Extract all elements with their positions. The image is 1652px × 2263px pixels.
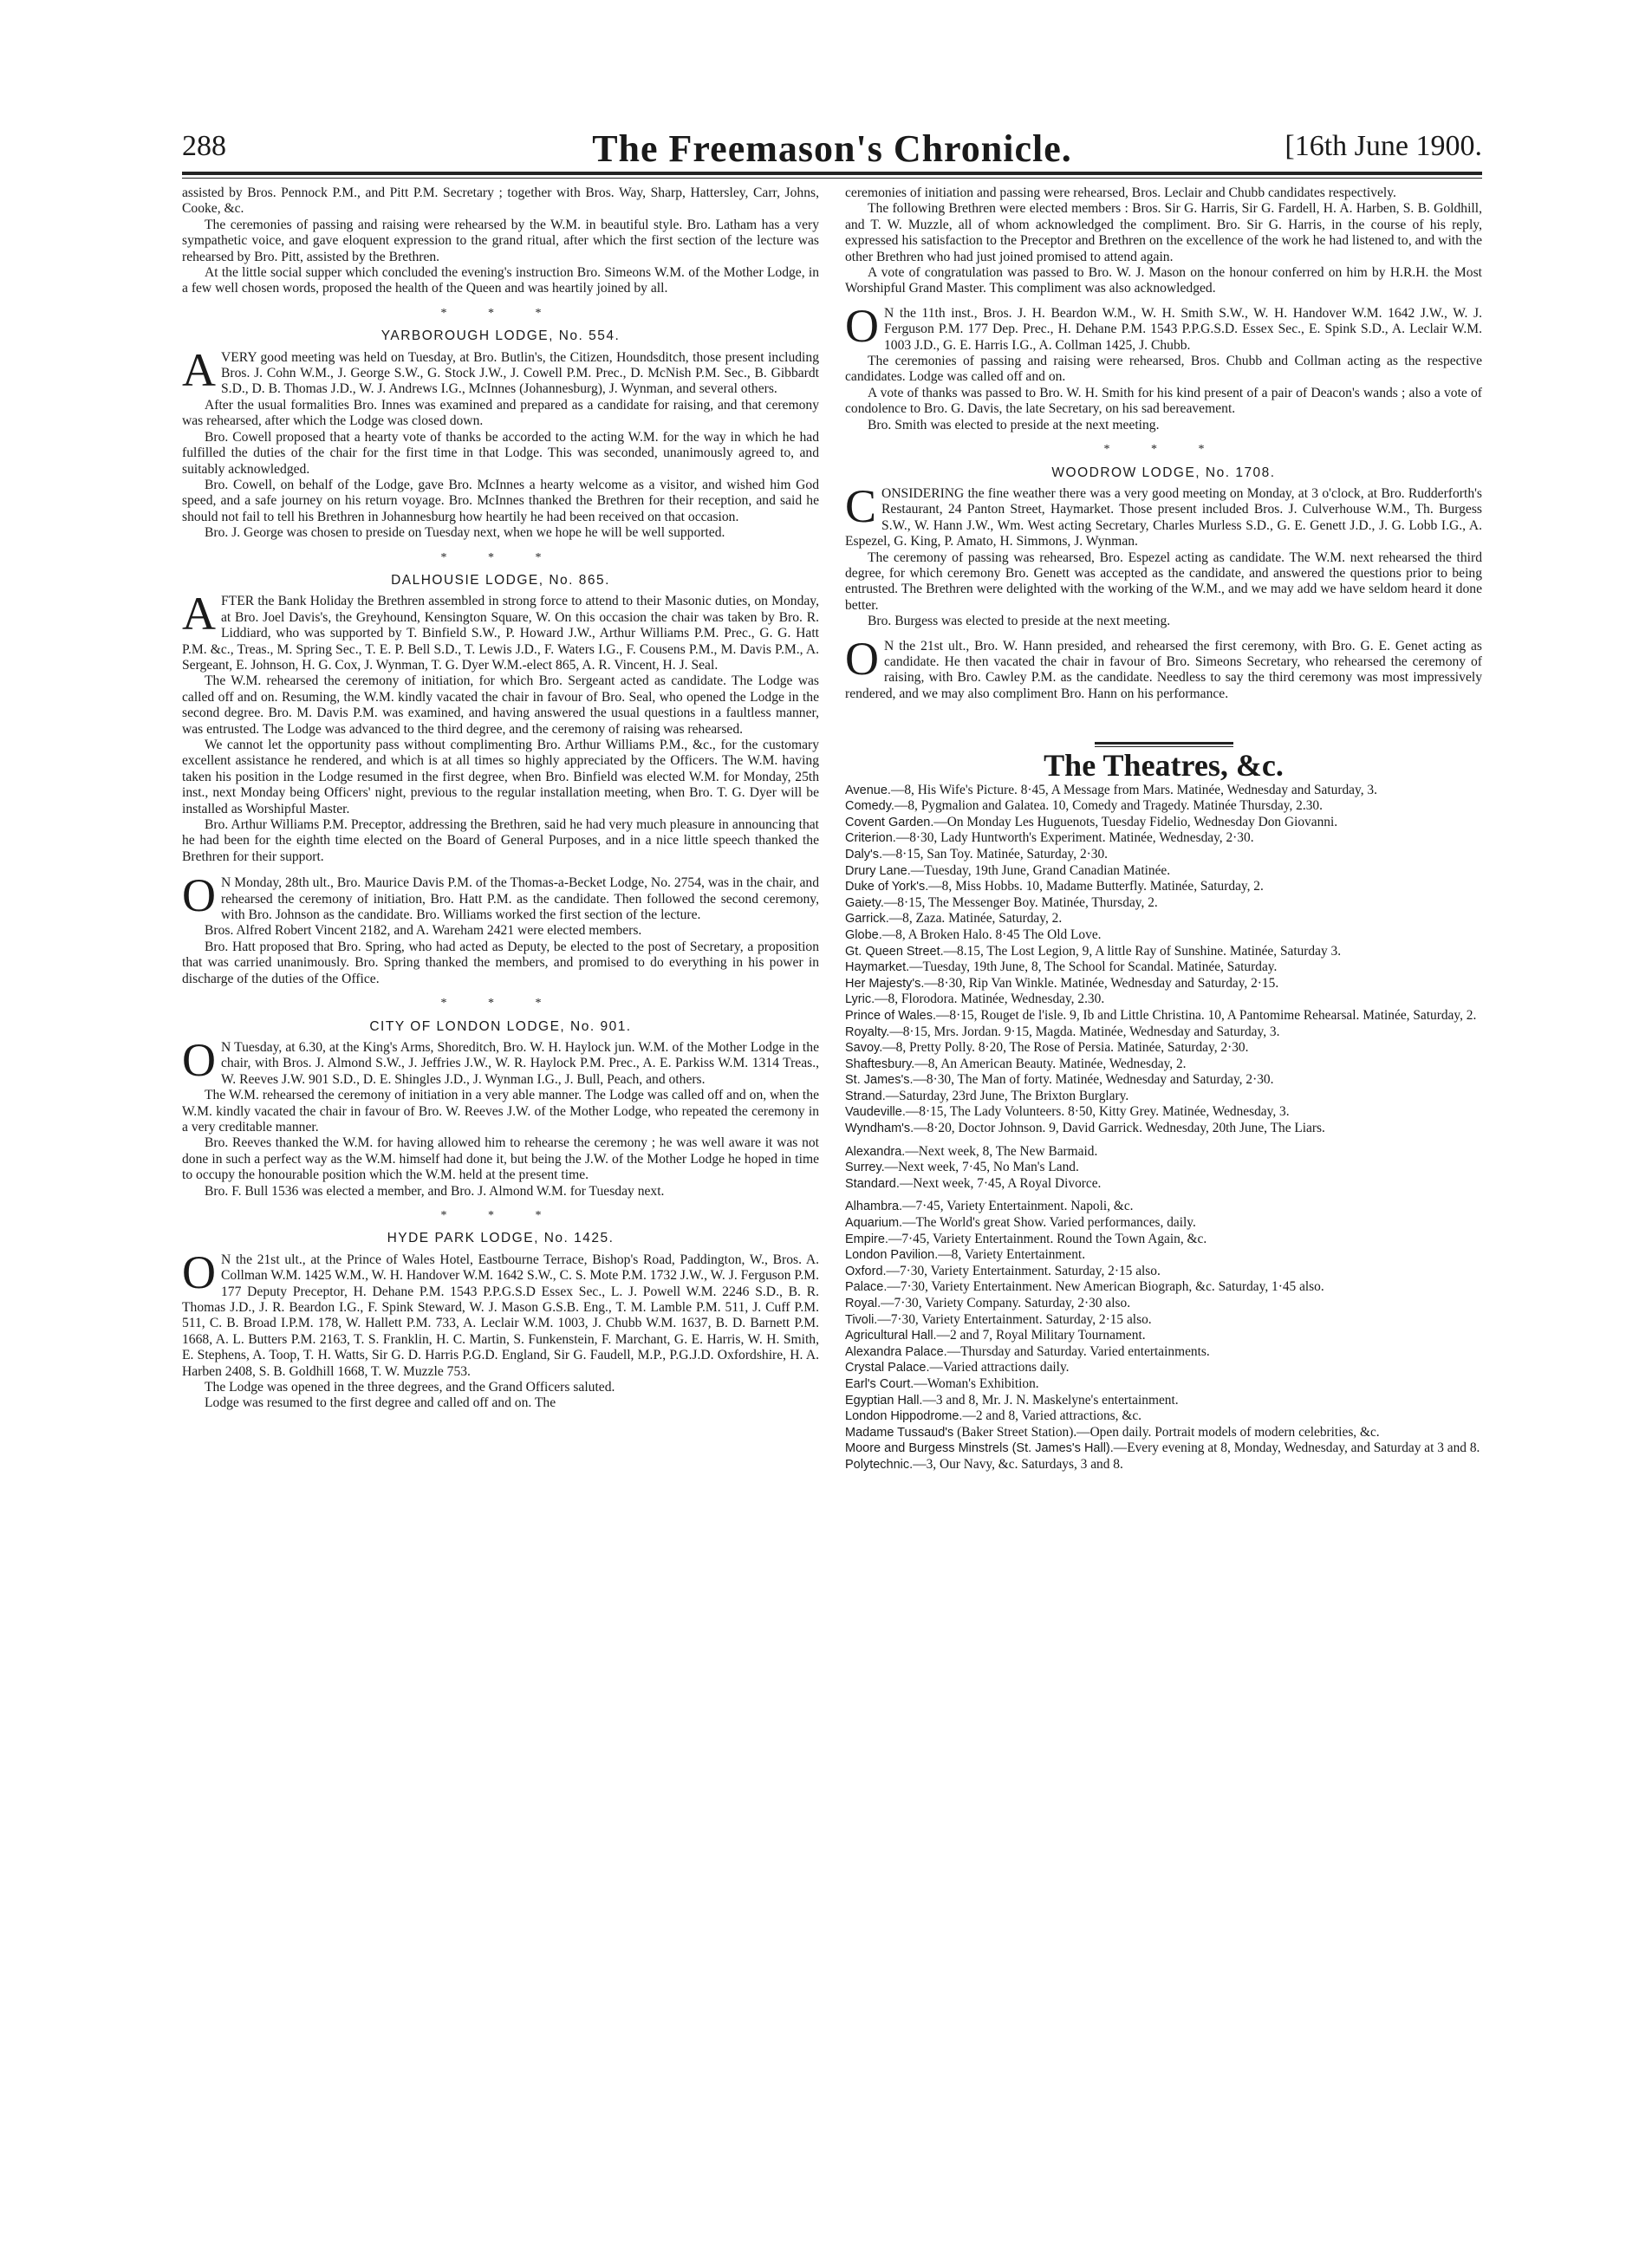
theatre-entry xyxy=(845,943,1482,960)
theatre-entry xyxy=(845,1311,1482,1329)
theatre-venue: Empire. xyxy=(845,1232,888,1246)
section-heading-woodrow: WOODROW LODGE, No. 1708. xyxy=(1051,465,1276,480)
theatre-listing: —8, An American Beauty. Matinée, Wednesday, 2. xyxy=(914,1056,1187,1071)
theatre-venue: Tivoli. xyxy=(845,1312,878,1327)
theatre-venue: Avenue. xyxy=(845,783,891,797)
theatre-listing: —7·30, Variety Entertainment. New American Biograph, &c. Saturday, 1·45 also. xyxy=(887,1279,1324,1295)
theatre-listing: —7·30, Variety Entertainment. Saturday, 2·15 also. xyxy=(886,1263,1161,1278)
list-gap xyxy=(845,1137,1482,1144)
theatre-venue: Her Majesty's. xyxy=(845,976,925,991)
paragraph: Bro. Burgess was elected to preside at the next meeting. xyxy=(868,614,1171,629)
paragraph-text: VERY good meeting was held on Tuesday, at Bro. Butlin's, the Citizen, Houndsditch, those present including Bros. J. Cohn W.M., J. George S.W., G. Stock J.W., J. Cowell P.M. Prec., D. McNish P.M. Sec., B. Gibbardt S.D., D. B. Thomas J.D., W. J. Andrews I.G., McInnes (Johannesburg), J. Wynman, and several others. xyxy=(221,349,819,397)
section-heading-dalhousie: DALHOUSIE LODGE, No. 865. xyxy=(391,572,610,588)
theatre-entry xyxy=(845,814,1482,831)
theatre-entry xyxy=(845,894,1482,912)
theatre-listing: —3 and 8, Mr. J. N. Maskelyne's entertainment. xyxy=(922,1392,1179,1408)
theatre-listing: —8, Pygmalion and Galatea. 10, Comedy and Tragedy. Matinée Thursday, 2.30. xyxy=(894,798,1323,814)
section-divider: * * * xyxy=(440,997,561,1011)
drop-cap: O xyxy=(182,869,216,922)
section-heading-city-of-london: CITY OF LONDON LODGE, No. 901. xyxy=(369,1018,632,1034)
theatre-venue: Prince of Wales. xyxy=(845,1008,937,1023)
theatre-listing: —8·20, Doctor Johnson. 9, David Garrick. Wednesday, 20th June, The Liars. xyxy=(914,1121,1325,1136)
paragraph-text: N the 21st ult., at the Prince of Wales Hotel, Eastbourne Terrace, Bishop's Road, Paddington, W., Bros. A. Collman W.M. 1425 W.M., W. H. Handover W.M. 1642 S.W., C. S. Mote P.M. 1732 J.W., W. J. Ferguson P.M. 177 Deputy Preceptor, H. Dehane P.M. 1543 P.P.G.S.D Essex Sec., L. J. Powell W.M. 2246 S.D., B. R. Thomas J.D., J. R. Beardon I.G., F. Spink Steward, W. J. Mason G.S.B. Eng., T. M. Lamble P.M. 511, J. Cuff P.M. 511, C. B. Broad I.P.M. 178, W. Hallett P.M. 733, A. Leclair W.M. 1003, J. Chubb W.M. 1637, B. D. Barnett P.M. 1668, A. L. Butters P.M. 2163, T. S. Franklin, H. C. Martin, S. Funkenstein, F. Marchant, G. E. Harris, W. H. Smith, E. Stephens, A. Toop, T. H. Watts, Sir G. D. Harris P.G.D. England, Sir G. Faudell, M.P., P.G.J.D. Oxfordshire, H. A. Harben 2408, S. B. Goldhill 1668, T. W. Muzzle 753. xyxy=(182,1252,819,1379)
theatre-listing: —7·30, Variety Entertainment. Saturday, 2·15 also. xyxy=(877,1311,1152,1327)
paragraph: A vote of thanks was passed to Bro. W. H. Smith for his kind present of a pair of Deacon's wands ; also a vote of condolence to Bro. G. Davis, the late Secretary, on his sad bereavement. xyxy=(845,385,1482,417)
theatre-entry xyxy=(845,879,1482,895)
theatre-venue: Moore and Burgess Minstrels (St. James's Hall). xyxy=(845,1441,1114,1456)
paragraph: The ceremonies of passing and raising were rehearsed by the W.M. in beautiful style. Bro. Latham has a very sympathetic voice, and gave eloquent expression to the grand ritual, after which the first section of the lecture was rehearsed by Bro. Pitt, assisted by the Brethren. xyxy=(182,217,819,264)
theatre-venue: Garrick. xyxy=(845,912,889,927)
paragraph-text: N the 11th inst., Bros. J. H. Beardon W.M., W. H. Smith S.W., W. H. Handover W.M. 1642 J.W., W. J. Ferguson P.M. 177 Dep. Prec., H. Dehane P.M. 1543 P.P.G.S.D. Essex Sec., E. Spink S.D., A. Leclair W.M. 1003 J.D., G. E. Harris I.G., A. Collman 1425, J. Chubb. xyxy=(884,305,1482,353)
theatre-venue: Strand. xyxy=(845,1089,886,1103)
theatre-entry xyxy=(845,1440,1482,1457)
theatre-entry xyxy=(845,975,1482,992)
drop-cap: C xyxy=(845,479,877,532)
list-gap xyxy=(845,1192,1482,1199)
theatre-listing: —Thursday and Saturday. Varied entertainments. xyxy=(946,1343,1210,1359)
theatre-entry xyxy=(845,1343,1482,1361)
drop-cap: A xyxy=(182,343,216,396)
theatre-venue: Earl's Court. xyxy=(845,1376,914,1391)
theatre-venue: Drury Lane. xyxy=(845,863,911,878)
paragraph: The W.M. rehearsed the ceremony of initiation in a very able manner. The Lodge was called off and on, when the W.M. kindly vacated the chair in favour of Bro. W. Reeves J.W. of the Mother Lodge, who repeated the ceremony in a very creditable manner. xyxy=(182,1088,819,1135)
theatre-entry xyxy=(845,1456,1482,1473)
paragraph: Bro. Cowell, on behalf of the Lodge, gave Bro. McInnes a hearty welcome as a visitor, and wished him God speed, and a safe journey on his return voyage. Bro. McInnes thanked the Brethren for their reception, and said he should not fail to tell his Brethren in Johannesburg how heartily he had been received on that occasion. xyxy=(182,477,819,524)
theatre-venue: Criterion. xyxy=(845,831,896,846)
theatre-listing: —8.15, The Lost Legion, 9, A little Ray of Sunshine. Matinée, Saturday 3. xyxy=(943,943,1342,959)
theatre-venue: Royal. xyxy=(845,1297,881,1310)
paragraph-text: N the 21st ult., Bro. W. Hann presided, and rehearsed the first ceremony, with Bro. G. E. Genet acting as candidate. He then vacated the chair in favour of Bro. Simeons Secretary, who rehearsed the ceremony of raising, with Bro. Cawley P.M. as the candidate. Needless to say the third ceremony was most impressively rendered, and we may also compliment Bro. Hann on his performance. xyxy=(845,638,1482,701)
issue-date: [16th June 1900. xyxy=(1285,130,1482,162)
paragraph: Bro. Hatt proposed that Bro. Spring, who had acted as Deputy, be elected to the post of Secretary, a proposition that was carried unanimously. Bro. Spring thanked the members, and promised to do everything in his power in discharge of the duties of the Office. xyxy=(182,939,819,986)
paragraph xyxy=(182,343,819,398)
paragraph: After the usual formalities Bro. Innes was examined and prepared as a candidate for raising, and that ceremony was rehearsed, after which the Lodge was closed down. xyxy=(182,397,819,429)
theatre-entry xyxy=(845,782,1482,799)
theatre-entry xyxy=(845,1160,1482,1176)
paragraph xyxy=(182,869,819,923)
theatre-entry xyxy=(845,959,1482,976)
theatre-venue: Madame Tussaud's xyxy=(845,1425,954,1440)
theatre-listing: —On Monday Les Huguenots, Tuesday Fidelio, Wednesday Don Giovanni. xyxy=(933,814,1338,829)
theatre-entry xyxy=(845,927,1482,944)
theatre-listing: —7·45, Variety Entertainment. Round the Town Again, &c. xyxy=(888,1231,1207,1246)
left-column xyxy=(182,185,819,1412)
theatre-entry xyxy=(845,846,1482,863)
divider-rule xyxy=(1095,742,1233,745)
section-heading-yarborough: YARBOROUGH LODGE, No. 554. xyxy=(380,328,621,344)
paragraph: Bros. Alfred Robert Vincent 2182, and A. Wareham 2421 were elected members. xyxy=(205,923,642,939)
theatre-venue: Crystal Palace. xyxy=(845,1361,930,1375)
right-column xyxy=(845,185,1482,1473)
theatre-venue: Covent Garden. xyxy=(845,815,934,829)
paragraph: At the little social supper which concluded the evening's instruction Bro. Simeons W.M. of the Mother Lodge, in a few well chosen words, proposed the health of the Queen and was heartily joined by all. xyxy=(182,265,819,296)
theatre-entry xyxy=(845,1007,1482,1024)
paragraph-text: FTER the Bank Holiday the Brethren assembled in strong force to attend to their Masonic duties, on Monday, at Bro. Joel Davis's, the Greyhound, Kensington Square, W. On this occasion the chair was taken by Bro. R. Liddiard, who was supported by T. Binfield S.W., P. Howard J.W., Arthur Williams P.M. Prec., G. G. Hatt P.M. &c., Treas., M. Spring Sec., T. E. P. Bell S.D., T. Lewis J.D., F. Waters I.G., F. Cousens P.M., M. Davis P.M., A. Sergeant, E. Johnson, H. G. Cox, J. Wynman, T. G. Dyer W.M.-elect 865, A. R. Vincent, H. J. Seal. xyxy=(182,594,819,673)
theatre-venue: Gt. Queen Street. xyxy=(845,944,944,959)
theatre-entry xyxy=(845,862,1482,880)
theatre-listing: —2 and 8, Varied attractions, &c. xyxy=(962,1408,1142,1424)
theatres-list xyxy=(845,783,1482,1473)
theatre-listing: —3, Our Navy, &c. Saturdays, 3 and 8. xyxy=(913,1456,1123,1472)
paragraph xyxy=(182,588,819,673)
theatre-listing: —8·30, Rip Van Winkle. Matinée, Wednesday and Saturday, 2·15. xyxy=(924,975,1279,991)
divider-rule-thin xyxy=(1095,746,1233,747)
theatre-entry xyxy=(845,1104,1482,1121)
paragraph: assisted by Bros. Pennock P.M., and Pitt P.M. Secretary ; together with Bros. Way, Sharp, Hattersley, Carr, Johns, Cooke, &c. xyxy=(182,185,819,217)
paragraph: ceremonies of initiation and passing were rehearsed, Bros. Leclair and Chubb candidates respectively. xyxy=(845,185,1396,200)
theatre-venue: Wyndham's. xyxy=(845,1122,914,1136)
theatre-listing: —7·45, Variety Entertainment. Napoli, &c. xyxy=(902,1199,1134,1214)
paragraph: The Lodge was opened in the three degrees, and the Grand Officers saluted. xyxy=(205,1380,615,1395)
paragraph: The following Brethren were elected members : Bros. Sir G. Harris, Sir G. Fardell, H. A. Harben, S. B. Goldhill, and T. W. Muzzle, all of whom acknowledged the compliment. Bro. Sir G. Harris, in the course of his reply, expressed his satisfaction to the Preceptor and Brethren on the excellence of the work he had listened to, and with the other Brethren who had just joined promised to attend again. xyxy=(845,201,1482,264)
theatre-entry xyxy=(845,1199,1482,1215)
theatre-listing: —Tuesday, 19th June, Grand Canadian Matinée. xyxy=(910,862,1171,878)
theatre-entry xyxy=(845,1328,1482,1344)
theatre-listing: —Every evening at 8, Monday, Wednesday, and Saturday at 3 and 8. xyxy=(1113,1440,1480,1456)
theatre-entry xyxy=(845,1143,1482,1161)
theatre-listing: —8·30, The Man of forty. Matinée, Wednesday and Saturday, 2·30. xyxy=(913,1072,1274,1088)
theatre-entry xyxy=(845,911,1482,927)
theatres-heading: The Theatres, &c. xyxy=(1044,748,1284,784)
theatre-listing: —The World's great Show. Varied performances, daily. xyxy=(902,1215,1196,1231)
theatre-venue: Duke of York's. xyxy=(845,880,929,894)
theatre-venue: Savoy. xyxy=(845,1041,883,1056)
theatre-listing: (Baker Street Station).—Open daily. Portrait models of modern celebrities, &c. xyxy=(953,1424,1380,1440)
drop-cap: O xyxy=(182,1245,216,1298)
theatre-venue: Royalty. xyxy=(845,1024,890,1039)
theatre-entry xyxy=(845,1175,1482,1193)
paragraph-text: ONSIDERING the fine weather there was a very good meeting on Monday, at 3 o'clock, at Bro. Rudderforth's Restaurant, 24 Panton Street, Haymarket. Those present included Bros. J. Culverhouse W.M., Th. Burgess S.W., W. Hann J.W., Wm. West acting Secretary, Charles Murless S.D., G. E. Genett J.D., J. G. Lobb I.G., A. Espezel, G. King, P. Amato, H. Simmons, J. Wynman. xyxy=(845,485,1482,549)
drop-cap: O xyxy=(845,299,879,352)
theatre-entry xyxy=(845,1296,1482,1312)
theatre-venue: Shaftesbury. xyxy=(845,1057,915,1071)
theatre-listing: —Next week, 8, The New Barmaid. xyxy=(905,1143,1098,1159)
drop-cap: O xyxy=(845,632,879,685)
paragraph: A vote of congratulation was passed to Bro. W. J. Mason on the honour conferred on him by H.R.H. the Most Worshipful Grand Master. This compliment was also acknowledged. xyxy=(845,265,1482,296)
paragraph: The W.M. rehearsed the ceremony of initiation, for which Bro. Sergeant acted as candidate. The Lodge was called off and on. Resuming, the W.M. kindly vacated the chair in favour of Bro. Seal, who opened the Lodge in the second degree. Bro. M. Davis P.M. was examined, and having answered the usual questions in a faultless manner, was entrusted. The Lodge was advanced to the third degree, and the ceremony of raising was rehearsed. xyxy=(182,673,819,737)
paragraph xyxy=(182,1245,819,1380)
theatre-venue: Globe. xyxy=(845,927,882,942)
theatre-entry xyxy=(845,1375,1482,1393)
theatre-listing: —Woman's Exhibition. xyxy=(914,1375,1039,1391)
paragraph xyxy=(845,632,1482,703)
paragraph-text: N Monday, 28th ult., Bro. Maurice Davis P.M. of the Thomas-a-Becket Lodge, No. 2754, was in the chair, and rehearsed the ceremony of initiation, Bro. Hatt P.M. as the candidate. Then followed the second ceremony, with Bro. Johnson as the candidate. Bro. Williams worked the first section of the lecture. xyxy=(221,875,819,923)
section-divider: * * * xyxy=(440,1208,561,1222)
theatre-listing: —8·15, Mrs. Jordan. 9·15, Magda. Matinée, Wednesday and Saturday, 3. xyxy=(889,1024,1280,1039)
paragraph-text: N Tuesday, at 6.30, at the King's Arms, Shoreditch, Bro. W. H. Haylock jun. W.M. of the Mother Lodge in the chair, with Bros. J. Almond S.W., J. Jeffries J.W., W. R. Haylock P.M. Prec., A. E. Parkiss W.M. 1314 Treas., W. Reeves J.W. 901 S.D., D. E. Shingles J.D., J. Wynman I.G., J. Bull, Peach, and others. xyxy=(221,1039,819,1087)
section-divider: * * * xyxy=(440,306,561,320)
theatre-entry xyxy=(845,1040,1482,1057)
drop-cap: A xyxy=(182,588,216,641)
publication-title: The Freemason's Chronicle. xyxy=(592,127,1072,170)
theatre-entry xyxy=(845,1072,1482,1089)
paragraph: Bro. Smith was elected to preside at the next meeting. xyxy=(868,417,1160,432)
theatre-listing: —8, Variety Entertainment. xyxy=(938,1247,1086,1263)
theatre-entry xyxy=(845,798,1482,815)
section-divider: * * * xyxy=(440,550,561,564)
header-rule-thin xyxy=(182,178,1482,179)
theatre-listing: —7·30, Variety Company. Saturday, 2·30 also. xyxy=(881,1296,1131,1310)
theatre-listing: —8·15, The Lady Volunteers. 8·50, Kitty Grey. Matinée, Wednesday, 3. xyxy=(905,1104,1290,1120)
theatre-entry xyxy=(845,1024,1482,1041)
theatre-entry xyxy=(845,1247,1482,1264)
theatre-listing: —8·15, The Messenger Boy. Matinée, Thursday, 2. xyxy=(883,894,1158,910)
theatre-venue: Daly's. xyxy=(845,847,883,862)
paragraph: Bro. Reeves thanked the W.M. for having allowed him to rehearse the ceremony ; he was well aware it was not done in such a perfect way as the W.M. himself had done it, but being the J.W. of the Mother Lodge he hoped in time to occupy the honourable position which the W.M. held at the present time. xyxy=(182,1135,819,1183)
theatre-entry xyxy=(845,1408,1482,1425)
theatre-venue: Agricultural Hall. xyxy=(845,1329,937,1343)
paragraph: Bro. F. Bull 1536 was elected a member, and Bro. J. Almond W.M. for Tuesday next. xyxy=(205,1183,665,1199)
theatre-venue: Polytechnic. xyxy=(845,1457,914,1472)
theatre-venue: Alhambra. xyxy=(845,1200,903,1214)
theatre-venue: London Pavilion. xyxy=(845,1248,939,1263)
theatre-venue: Aquarium. xyxy=(845,1216,903,1231)
theatre-listing: —8, Pretty Polly. 8·20, The Rose of Persia. Matinée, Saturday, 2·30. xyxy=(882,1040,1249,1056)
paragraph: Bro. Arthur Williams P.M. Preceptor, addressing the Brethren, said he had very much pleasure in announcing that he had been for the eighth time elected on the Board of General Purposes, and in a nice little speech thanked the Brethren for their support. xyxy=(182,817,819,864)
theatre-entry xyxy=(845,830,1482,847)
paragraph xyxy=(845,299,1482,354)
theatre-venue: Alexandra Palace. xyxy=(845,1344,947,1359)
paragraph xyxy=(182,1033,819,1088)
theatre-venue: Standard. xyxy=(845,1176,900,1191)
theatre-venue: Comedy. xyxy=(845,799,894,814)
paragraph: The ceremony of passing was rehearsed, Bro. Espezel acting as candidate. The W.M. next rehearsed the third degree, for which ceremony Bro. Genett was accepted as the candidate, and answered the questions prior to being entrusted. The Brethren were delighted with the working of the W.M., and we may add we have seldom heard it done better. xyxy=(845,549,1482,613)
theatre-venue: Lyric. xyxy=(845,992,875,1007)
theatre-venue: Oxford. xyxy=(845,1264,887,1278)
theatre-entry xyxy=(845,1392,1482,1409)
theatre-venue: Alexandra. xyxy=(845,1144,906,1159)
header-rule xyxy=(182,172,1482,175)
theatre-entry xyxy=(845,1121,1482,1137)
theatre-listing: —8, Miss Hobbs. 10, Madame Butterfly. Matinée, Saturday, 2. xyxy=(928,879,1264,894)
theatre-listing: —8, A Broken Halo. 8·45 The Old Love. xyxy=(881,927,1102,942)
theatre-listing: —Saturday, 23rd June, The Brixton Burglary. xyxy=(885,1088,1129,1103)
theatre-entry xyxy=(845,992,1482,1008)
page-header xyxy=(182,127,1482,172)
theatre-listing: —Varied attractions daily. xyxy=(929,1360,1070,1375)
paragraph: We cannot let the opportunity pass without complimenting Bro. Arthur Williams P.M., &c., for the customary excellent assistance he rendered, and which is at all times so highly appreciated by the Officers. The W.M. having taken his position in the Lodge resumed in the first degree, when Bro. Binfield was elected W.M. for Monday, 25th inst., next Monday being Officers' night, previous to the regular installation meeting, when Bro. T. G. Dyer will be installed as Worshipful Master. xyxy=(182,738,819,816)
theatre-entry xyxy=(845,1424,1482,1441)
theatre-listing: —8·15, Rouget de l'isle. 9, Ib and Little Christina. 10, A Pantomime Rehearsal. Matinée, Saturday, 2. xyxy=(936,1007,1477,1023)
theatre-venue: Haymarket. xyxy=(845,960,910,975)
theatre-listing: —8, Zaza. Matinée, Saturday, 2. xyxy=(888,911,1063,927)
drop-cap: O xyxy=(182,1033,216,1086)
theatre-venue: Gaiety. xyxy=(845,895,884,910)
theatre-entry xyxy=(845,1360,1482,1376)
theatre-entry xyxy=(845,1215,1482,1232)
theatre-venue: St. James's. xyxy=(845,1073,914,1088)
theatre-listing: —8, Florodora. Matinée, Wednesday, 2.30. xyxy=(875,992,1105,1007)
paragraph: Bro. J. George was chosen to preside on Tuesday next, when we hope he will be well supported. xyxy=(205,525,725,541)
theatre-entry xyxy=(845,1231,1482,1248)
theatre-entry xyxy=(845,1263,1482,1280)
theatre-listing: —Next week, 7·45, No Man's Land. xyxy=(884,1160,1079,1175)
paragraph: Bro. Cowell proposed that a hearty vote of thanks be accorded to the acting W.M. for the way in which he had fulfilled the duties of the chair for the first time in that Lodge. This was seconded, unanimously agreed to, and suitably acknowledged. xyxy=(182,429,819,477)
theatre-venue: Surrey. xyxy=(845,1161,885,1175)
section-heading-hyde-park: HYDE PARK LODGE, No. 1425. xyxy=(387,1231,615,1246)
theatre-listing: —2 and 7, Royal Military Tournament. xyxy=(936,1328,1146,1343)
theatre-listing: —Next week, 7·45, A Royal Divorce. xyxy=(899,1175,1102,1191)
theatre-venue: Vaudeville. xyxy=(845,1105,906,1120)
theatre-venue: Palace. xyxy=(845,1280,888,1295)
page-number: 288 xyxy=(182,130,226,162)
theatre-listing: —8, His Wife's Picture. 8·45, A Message from Mars. Matinée, Wednesday and Saturday, 3. xyxy=(890,782,1377,797)
theatre-listing: —Tuesday, 19th June, 8, The School for Scandal. Matinée, Saturday. xyxy=(909,959,1278,975)
paragraph: The ceremonies of passing and raising were rehearsed, Bros. Chubb and Collman acting as the respective candidates. Lodge was called off and on. xyxy=(845,354,1482,385)
theatre-listing: —8·15, San Toy. Matinée, Saturday, 2·30. xyxy=(882,846,1109,862)
paragraph: Lodge was resumed to the first degree and called off and on. The xyxy=(205,1395,556,1411)
theatre-entry xyxy=(845,1279,1482,1296)
theatre-venue: London Hippodrome. xyxy=(845,1409,963,1424)
section-divider: * * * xyxy=(1103,443,1224,457)
theatre-listing: —8·30, Lady Huntworth's Experiment. Matinée, Wednesday, 2·30. xyxy=(895,830,1254,846)
theatre-entry xyxy=(845,1088,1482,1105)
theatre-entry xyxy=(845,1056,1482,1073)
paragraph xyxy=(845,479,1482,550)
theatre-venue: Egyptian Hall. xyxy=(845,1393,923,1408)
